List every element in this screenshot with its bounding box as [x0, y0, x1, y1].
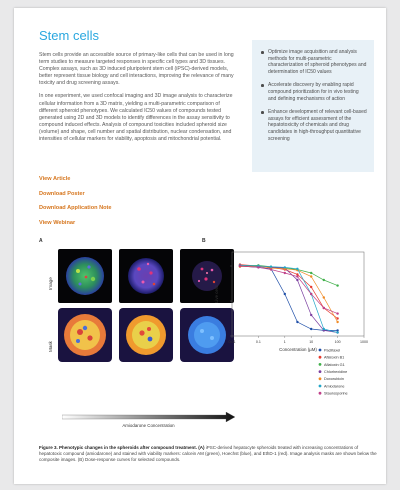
x-tick-label: 1000 — [360, 340, 368, 344]
row-label-mask: Mask — [48, 341, 53, 352]
spheroid-image-mid — [119, 249, 173, 303]
data-point — [284, 266, 286, 268]
intro-paragraph: Stem cells provide an accessible source of primary-like cells that can be used in long term studies to measure targeted responses in specific cell types and 3D tissues. Complex assays, such as 3D induced pluripotent stem cell (iPSC)-derived models, better represent tissue biology and cell interactions, improving the relevance of many toxicity and drug screening assays. — [39, 52, 234, 87]
dose-response-chart — [210, 246, 386, 406]
gradient-label: Amiodarone Concentration — [122, 423, 175, 428]
legend-label: Amiodarone — [324, 384, 345, 389]
data-point — [336, 329, 338, 331]
data-point — [323, 328, 325, 330]
legend-marker — [319, 363, 322, 366]
data-point — [310, 314, 312, 316]
series-line — [240, 265, 338, 319]
data-point — [336, 317, 338, 319]
view-webinar-link[interactable]: View Webinar — [39, 219, 76, 226]
legend-label: Staurosporine — [324, 391, 348, 396]
figure-caption — [39, 445, 379, 464]
spheroid-mask-mid — [119, 308, 173, 362]
benefit-item: Optimize image acquisition and analysis methods for multi-parametric characterization of spheroid phenotypes and determination of IC50 values — [261, 49, 368, 75]
experiment-paragraph: In one experiment, we used confocal imaging and 3D image analysis to characterize cellular information from a 3D matrix, yielding a multi-parametric comparison of different spheroid phenotypes. We calculated IC50 values of compounds tested generated using 2D and 3D models to identify differences in the assay sensitivity to compound induced effects. Analysis of compound toxicities included spheroid size (volume) and shape, cell number and spatial distribution, nuclear condensation, and intensities of cellular markers for viability, apoptosis and mitochondrial potential. — [39, 93, 233, 143]
series-line — [240, 265, 338, 285]
data-point — [336, 321, 338, 323]
data-point — [323, 307, 325, 309]
x-tick-label: 1 — [283, 340, 286, 344]
data-point — [257, 266, 259, 268]
data-point — [296, 273, 298, 275]
legend-label: Aflatoxin G1 — [324, 362, 345, 367]
data-point — [310, 293, 312, 295]
data-point — [296, 268, 298, 270]
spheroid-mask-low — [58, 308, 112, 362]
plot-frame — [232, 252, 364, 336]
view-article-link[interactable]: View Article — [39, 176, 71, 182]
legend-label: Doxorubicin — [324, 377, 345, 382]
caption-text: iPSC-derived hepatocyte spheroids treated with increasing concentrations of hepatotoxic compound (amiodarone) and stained with viability markers: calcein AM (green), Hoechst (blue), and EthD-1 (red). Image analysis masks are shown below the composite images. (B) Dose-response curves for selected compounds. — [39, 445, 377, 463]
resource-links — [39, 176, 112, 234]
series-line — [240, 266, 338, 333]
x-tick-label: 0.01 — [228, 340, 236, 344]
x-tick-label: 10 — [309, 340, 314, 344]
legend-label: Aflatoxin B1 — [324, 355, 345, 360]
legend-marker — [319, 377, 322, 380]
page-title: Stem cells — [39, 28, 99, 43]
series-line — [240, 265, 338, 332]
data-point — [310, 272, 312, 274]
data-point — [284, 272, 286, 274]
x-tick-label: 100 — [334, 340, 341, 344]
data-point — [310, 286, 312, 288]
data-point — [296, 321, 298, 323]
legend-label: Paclitaxel — [324, 348, 341, 353]
download-poster-link[interactable]: Download Poster — [39, 190, 85, 197]
benefit-item: Accelerate discovery by enabling rapid compound prioritization for in vivo testing and defining mechanisms of action — [261, 82, 368, 102]
legend-marker — [319, 392, 322, 395]
data-point — [270, 268, 272, 270]
y-axis-label: Live cells — [214, 284, 219, 304]
data-point — [336, 331, 338, 333]
x-tick-label: 0.1 — [255, 340, 261, 344]
data-point — [296, 275, 298, 277]
data-point — [270, 266, 272, 268]
legend-marker — [319, 349, 322, 352]
data-point — [336, 312, 338, 314]
data-point — [323, 296, 325, 298]
spheroid-image-low — [58, 249, 112, 303]
x-axis-label: Concentration (µM) — [279, 347, 317, 352]
data-point — [336, 284, 338, 286]
benefits-sidebar — [252, 40, 374, 172]
benefit-item: Enhance development of relevant cell-based assays for efficient assessment of the hepatotoxicity of chemicals and drug candidates in high-throughput quantitative screening — [261, 109, 368, 142]
download-app-note-link[interactable]: Download Application Note — [39, 205, 112, 211]
data-point — [296, 279, 298, 281]
panel-b-label: B — [202, 238, 206, 244]
panel-a-label: A — [39, 238, 43, 244]
legend-marker — [319, 356, 322, 359]
document-page — [14, 8, 386, 484]
data-point — [323, 279, 325, 281]
data-point — [239, 265, 241, 267]
data-point — [310, 328, 312, 330]
dose-response-svg — [210, 246, 386, 406]
caption-bold: Figure 3. Phenotypic changes in the spheroids after compound treatment. (A) — [39, 445, 205, 450]
legend-marker — [319, 385, 322, 388]
body-text — [39, 52, 239, 149]
concentration-gradient-arrow — [62, 412, 235, 422]
legend-label: Chlorhexidine — [324, 370, 348, 374]
data-point — [284, 293, 286, 295]
row-label-image: Image — [48, 277, 53, 290]
legend-marker — [319, 370, 322, 373]
data-point — [310, 275, 312, 277]
